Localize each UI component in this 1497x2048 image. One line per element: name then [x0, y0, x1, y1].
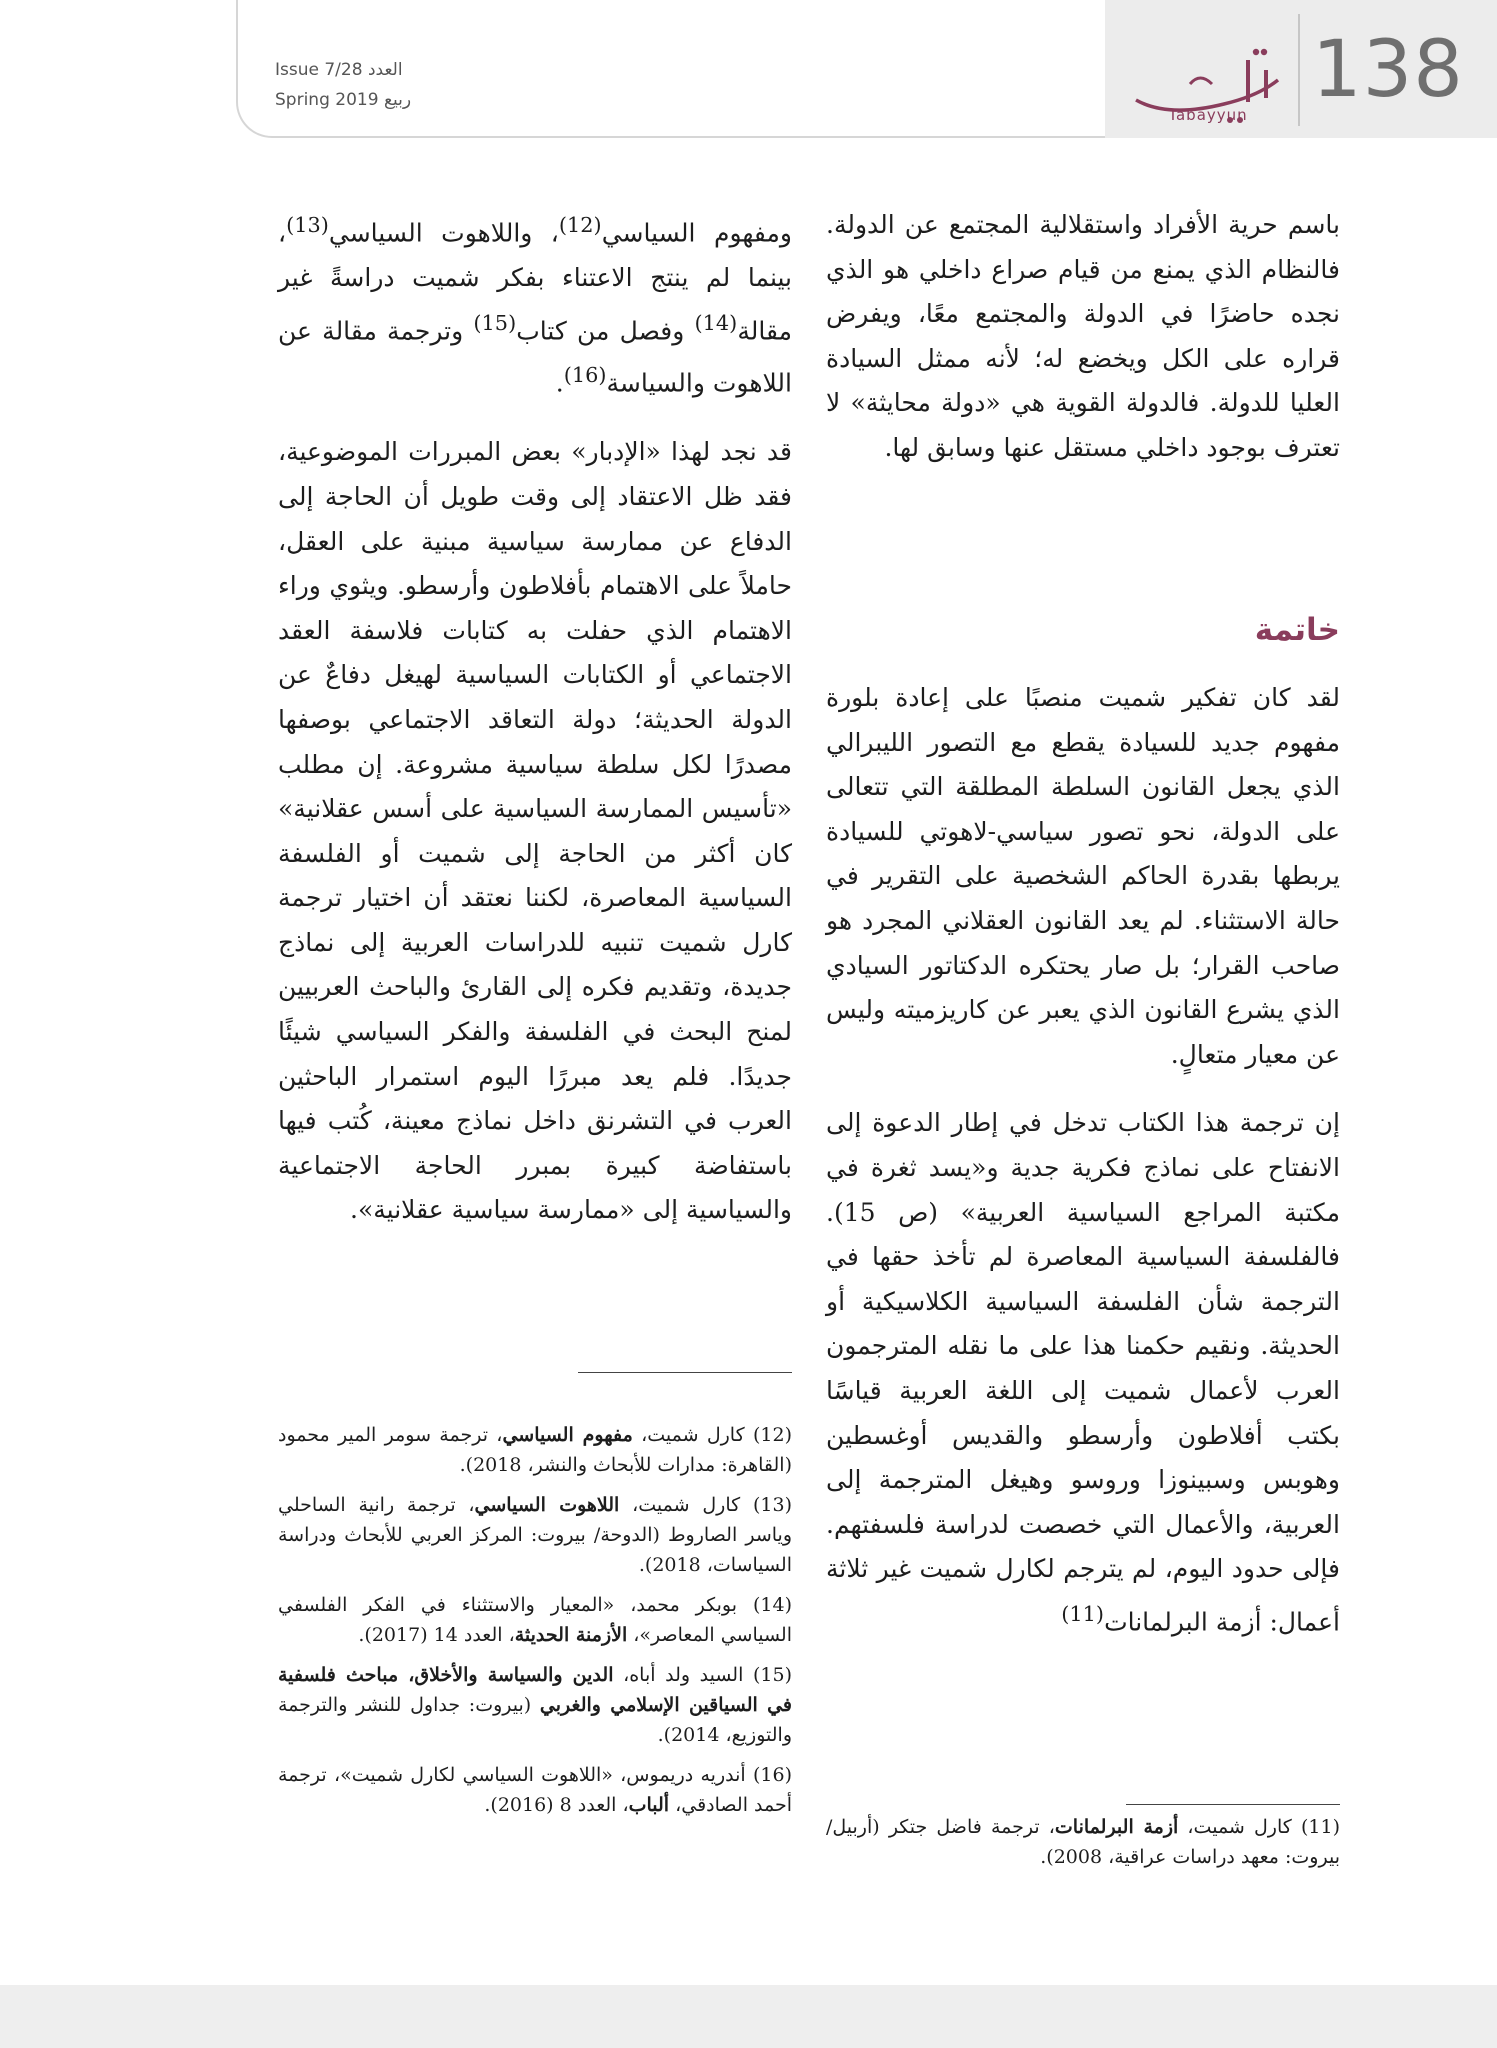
paragraph-text: وفصل من كتاب [516, 315, 695, 345]
paragraph-text: إن ترجمة هذا الكتاب تدخل في إطار الدعوة إلى الانفتاح على نماذج فكرية جدية و«يسد ثغرة في مكتبة المراجع السياسية العربية» (ص 15). فالفلسفة السياسية المعاصرة لم تأخذ حقها في الترجمة شأن الفلسفة السياسية الكلاسيكية أو الحديثة. ونقيم حكمنا هذا على ما نقله المترجمون العرب لأعمال شميت إلى اللغة العربية قياسًا بكتب أفلاطون وأرسطو والقديس أوغسطين وهوبس وسبينوزا وروسو وهيغل المترجمة إلى العربية، والأعمال التي خصصت لدراسة فلسفتهم. فإلى حدود اليوم، لم يترجم لكارل شميت غير ثلاثة أعمال: أزمة البرلمانات [826, 1108, 1340, 1637]
paragraph-text: ومفهوم السياسي [601, 218, 792, 248]
footnote [826, 1812, 1340, 1872]
footnote-text: السيد ولد أباه، [613, 1664, 744, 1686]
footnote-title: الدين والسياسة والأخلاق، مباحث فلسفية في السياقين الإسلامي والغربي [278, 1664, 792, 1716]
footnote-title: أزمة البرلمانات [1054, 1816, 1179, 1838]
footnote-text: ، ترجمة رانية الساحلي وياسر الصاروط (الدوحة/ بيروت: المركز العربي للأبحاث ودراسة السياسات، 2018). [278, 1494, 792, 1576]
footnote-ref-15[interactable]: (15) [473, 310, 517, 335]
paragraph-text: ، بينما لم ينتج الاعتناء بفكر شميت دراسةً غير مقالة [278, 218, 792, 345]
footnote-title: مفهوم السياسي [502, 1424, 633, 1446]
header-divider [1298, 14, 1300, 126]
right-column [826, 203, 1340, 495]
footnote-title: اللاهوت السياسي [474, 1494, 620, 1516]
footnote-number: (13) [752, 1494, 792, 1516]
footnote-title: ألباب [628, 1794, 670, 1816]
footnote-title: الأزمنة الحديثة [514, 1624, 628, 1646]
footer-band [0, 1985, 1497, 2048]
paragraph: قد نجد لهذا «الإدبار» بعض المبررات الموضوعية، فقد ظل الاعتقاد إلى وقت طويل أن الحاجة إلى الدفاع عن ممارسة سياسية مبنية على العقل، حاملاً على الاهتمام بأفلاطون وأرسطو. ويثوي وراء الاهتمام الذي حفلت به كتابات فلاسفة العقد الاجتماعي أو الكتابات السياسية لهيغل دفاعٌ عن الدولة الحديثة؛ دولة التعاقد الاجتماعي بوصفها مصدرًا لكل سلطة سياسية مشروعة. إن مطلب «تأسيس الممارسة السياسية على أسس عقلانية» كان أكثر من الحاجة إلى شميت أو الفلسفة السياسية المعاصرة، لكننا نعتقد أن اختيار ترجمة كارل شميت تنبيه للدراسات العربية إلى نماذج جديدة، وتقديم فكره إلى القارئ والباحث العربيين لمنح البحث في الفلسفة والفكر السياسي شيئًا جديدًا. فلم يعد مبررًا اليوم استمرار الباحثين العرب في التشرنق داخل نماذج معينة، كُتب فيها باستفاضة كبيرة بمبرر الحاجة الاجتماعية والسياسية إلى «ممارسة سياسية عقلانية». [278, 437, 792, 1225]
footnote-text: (بيروت: جداول للنشر والترجمة والتوزيع، 2014). [278, 1694, 792, 1746]
footnote-number: (15) [752, 1664, 792, 1686]
footnote [278, 1760, 792, 1820]
paragraph [278, 203, 792, 406]
footnote [278, 1660, 792, 1750]
paragraph: لقد كان تفكير شميت منصبًا على إعادة بلورة مفهوم جديد للسيادة يقطع مع التصور الليبرالي الذي يجعل القانون السلطة المطلقة التي تتعالى على الدولة، نحو تصور سياسي-لاهوتي للسيادة يربطها بقدرة الحاكم الشخصية على التقرير في حالة الاستثناء. لم يعد القانون العقلاني المجرد هو صاحب القرار؛ بل صار يحتكره الدكتاتور السيادي الذي يشرع القانون الذي يعبر عن كاريزميته وليس عن معيار متعالٍ. [826, 683, 1340, 1069]
issue-number: Issue 7/28 العدد [275, 60, 403, 80]
footnote-text: بوبكر محمد، «المعيار والاستثناء في الفكر الفلسفي السياسي المعاصر»، [278, 1594, 792, 1646]
paragraph: باسم حرية الأفراد واستقلالية المجتمع عن الدولة. فالنظام الذي يمنع من قيام صراع داخلي هو الذي نجده حاضرًا في الدولة والمجتمع معًا، ويفرض قراره على الكل ويخضع له؛ لأنه ممثل السيادة العليا للدولة. فالدولة القوية هي «دولة محايثة» لا تعترف بوجود داخلي مستقل عنها وسابق لها. [826, 210, 1340, 462]
footnote [278, 1490, 792, 1580]
footnote-text: كارل شميت، [619, 1494, 741, 1516]
logo-wordmark: Tabayyun [1168, 106, 1248, 124]
footnotes-left [278, 1420, 792, 1830]
paragraph-text: ، واللاهوت السياسي [328, 218, 559, 248]
issue-season: Spring 2019 ربيع [275, 90, 412, 110]
footnote-ref-13[interactable]: (13) [286, 213, 329, 237]
footnote-ref-11[interactable]: (11) [1061, 1601, 1105, 1626]
footnote [278, 1420, 792, 1480]
footnote-text: كارل شميت، [1178, 1816, 1292, 1838]
footnote-text: ، العدد 8 (2016). [484, 1794, 629, 1816]
footnote-text: كارل شميت، [632, 1424, 745, 1446]
footnote-rule [1126, 1804, 1340, 1805]
footnote-number: (16) [752, 1764, 792, 1786]
footnotes-right [826, 1812, 1340, 1882]
footnote-rule [578, 1372, 792, 1373]
footnote-ref-12[interactable]: (12) [558, 213, 602, 237]
footnote-text: ، ترجمة فاضل جتكر (أربيل/ بيروت: معهد دراسات عراقية، 2008). [826, 1816, 1340, 1868]
footnote-ref-16[interactable]: (16) [563, 363, 607, 388]
right-column-lower [826, 676, 1340, 1669]
footnote-text: ، ترجمة سومر المير محمود (القاهرة: مدارات للأبحاث والنشر، 2018). [278, 1424, 792, 1476]
footnote-number: (11) [1300, 1816, 1340, 1838]
footnote-ref-14[interactable]: (14) [694, 310, 738, 335]
footnote [278, 1590, 792, 1650]
left-column [278, 203, 792, 1257]
paragraph-text: . [555, 368, 564, 398]
paragraph [826, 1101, 1340, 1644]
section-heading: خاتمة [1254, 612, 1340, 648]
footnote-number: (14) [752, 1594, 792, 1616]
footnote-text: ، العدد 14 (2017). [358, 1624, 515, 1646]
page-number: 138 [1312, 25, 1464, 115]
footnote-number: (12) [752, 1424, 792, 1446]
footnote-text: أندريه دريموس، «اللاهوت السياسي لكارل شميت»، ترجمة أحمد الصادقي، [278, 1764, 792, 1816]
paragraph-text: وترجمة مقالة عن اللاهوت والسياسة [278, 315, 792, 398]
